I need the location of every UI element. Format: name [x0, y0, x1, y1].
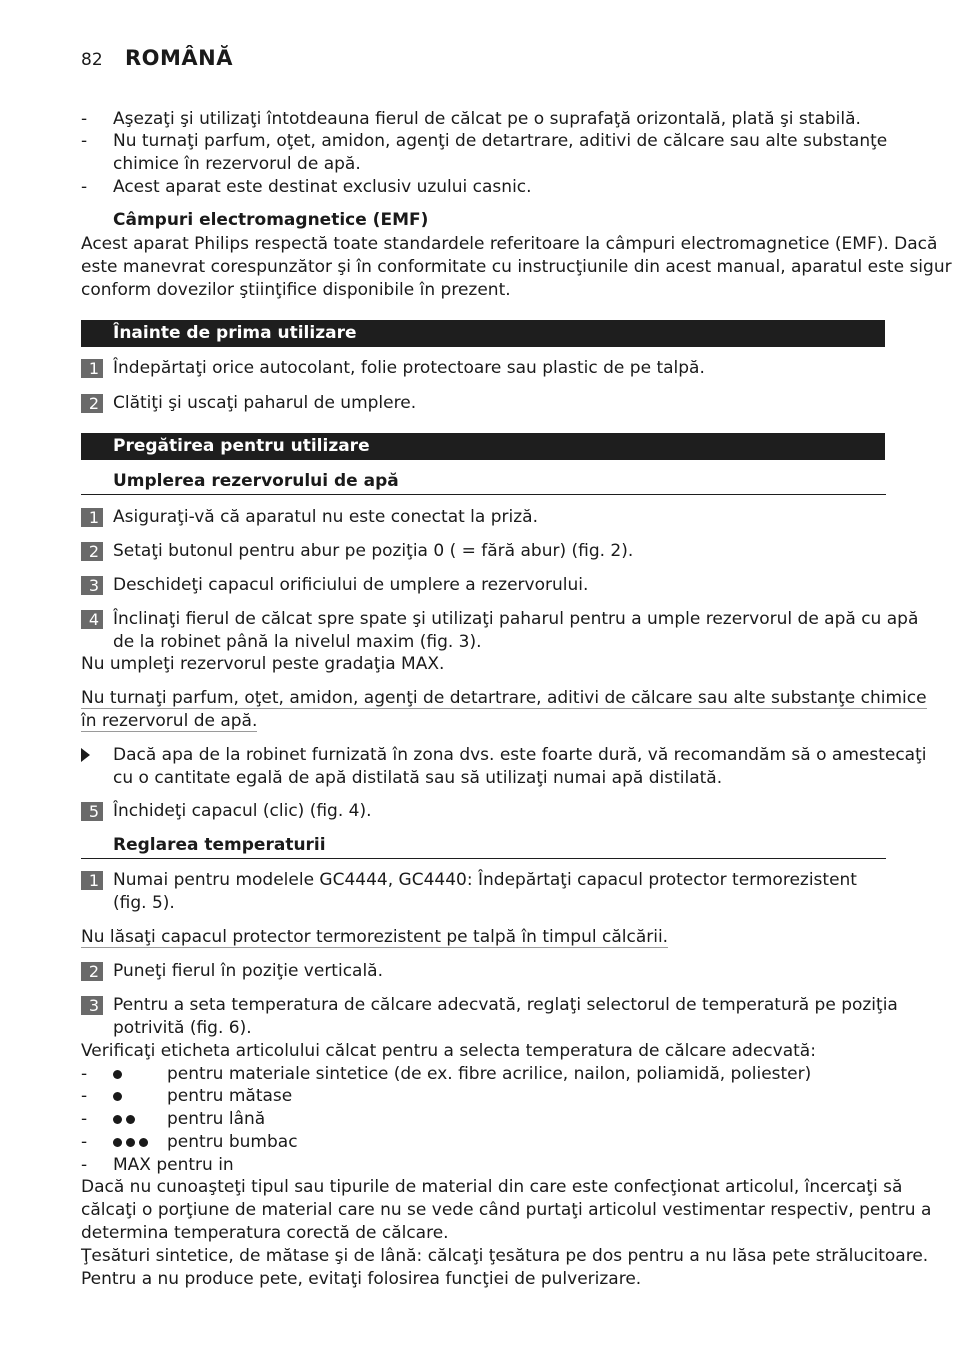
- step-text: Setaţi butonul pentru abur pe poziţia 0 ( = fără abur) (fig. 2).: [113, 541, 634, 561]
- paragraph-line: Dacă nu cunoaşteţi tipul sau tipurile de material din care este confecţionat articolul, încercaţi să: [81, 1177, 903, 1197]
- temperature-label: pentru materiale sintetice (de ex. fibre acrilice, nailon, poliamidă, poliester): [167, 1064, 812, 1084]
- paragraph-line: Ţesături sintetice, de mătase şi de lână: călcaţi ţesătura pe dos pentru a nu lăsa pete strălucitoare.: [81, 1246, 929, 1266]
- page-number: 82: [81, 50, 103, 70]
- list-item-continuation: chimice în rezervorul de apă.: [113, 154, 361, 174]
- step-text-continuation: de la robinet până la nivelul maxim (fig. 3).: [113, 632, 482, 652]
- temperature-label: pentru lână: [167, 1109, 266, 1129]
- max-line-text: MAX pentru in: [113, 1155, 234, 1175]
- warning-text: Nu lăsaţi capacul protector termorezistent pe talpă în timpul călcării.: [81, 927, 669, 947]
- step-number: 3: [81, 996, 103, 1015]
- paragraph-line: călcaţi o porţiune de material care nu se vede când purtaţi articolul vestimentar respectiv, pentru a: [81, 1200, 932, 1220]
- list-item: Aşezaţi şi utilizaţi întotdeauna fierul de călcat pe o suprafaţă orizontală, plată şi stabilă.: [113, 109, 861, 129]
- section-heading-first-use: Înainte de prima utilizare: [81, 320, 885, 347]
- step-text: Îndepărtaţi orice autocolant, folie protectoare sau plastic de pe talpă.: [113, 358, 705, 378]
- step-number: 2: [81, 962, 103, 981]
- dash-marker: -: [81, 177, 88, 197]
- temperature-dots-icon: [113, 1085, 126, 1107]
- step-text: Clătiţi şi uscaţi paharul de umplere.: [113, 393, 417, 413]
- tip-text: Dacă apa de la robinet furnizată în zona dvs. este foarte dură, vă recomandăm să o amestecaţi: [113, 745, 927, 765]
- list-item: Acest aparat este destinat exclusiv uzului casnic.: [113, 177, 532, 197]
- step-number: 2: [81, 394, 103, 413]
- step-text: Înclinaţi fierul de călcat spre spate şi utilizaţi paharul pentru a umple rezervorul de apă cu apă: [113, 609, 919, 629]
- step-text: Asiguraţi-vă că aparatul nu este conectat la priză.: [113, 507, 538, 527]
- dash-marker: -: [81, 1109, 88, 1129]
- language-title: ROMÂNĂ: [125, 46, 233, 70]
- dash-marker: -: [81, 1086, 88, 1106]
- tip-text: cu o cantitate egală de apă distilată sau să utilizaţi numai apă distilată.: [113, 768, 723, 788]
- step-number: 1: [81, 871, 103, 890]
- step-text: Puneţi fierul în poziţie verticală.: [113, 961, 384, 981]
- paragraph-line: Pentru a nu produce pete, evitaţi folosirea funcţiei de pulverizare.: [81, 1269, 642, 1289]
- temperature-dots-icon: [113, 1063, 126, 1085]
- step-text-continuation: potrivită (fig. 6).: [113, 1018, 252, 1038]
- subheading-filling: Umplerea rezervorului de apă: [81, 470, 886, 495]
- dash-marker: -: [81, 1064, 88, 1084]
- warning-text: Nu turnaţi parfum, oţet, amidon, agenţi de detartrare, aditivi de călcare sau alte substanţe chimice: [81, 688, 927, 708]
- list-item: Nu turnaţi parfum, oţet, amidon, agenţi de detartrare, aditivi de călcare sau alte substanţe: [113, 131, 888, 151]
- temperature-label: pentru bumbac: [167, 1132, 298, 1152]
- emf-text-line: conform dovezilor ştiinţifice disponibile în prezent.: [81, 280, 511, 300]
- emf-text-line: este manevrat corespunzător şi în conformitate cu instrucţiunile din acest manual, aparatul este sigur: [81, 257, 952, 277]
- step-text: Închideţi capacul (clic) (fig. 4).: [113, 801, 372, 821]
- section-heading-preparation: Pregătirea pentru utilizare: [81, 433, 885, 460]
- temperature-dots-icon: [113, 1108, 139, 1130]
- step-number: 2: [81, 542, 103, 561]
- tip-marker-icon: [81, 748, 90, 762]
- temperature-dots-icon: [113, 1131, 152, 1153]
- warning-text: în rezervorul de apă.: [81, 711, 258, 731]
- dash-marker: -: [81, 1155, 88, 1175]
- step-number: 1: [81, 508, 103, 527]
- step-text: Deschideţi capacul orificiului de umplere a rezervorului.: [113, 575, 589, 595]
- step-text: Numai pentru modelele GC4444, GC4440: Îndepărtaţi capacul protector termorezistent: [113, 870, 857, 890]
- step-text: Pentru a seta temperatura de călcare adecvată, reglaţi selectorul de temperatură pe poziţia: [113, 995, 898, 1015]
- step-number: 1: [81, 359, 103, 378]
- dash-marker: -: [81, 1132, 88, 1152]
- note-text: Nu umpleţi rezervorul peste gradaţia MAX.: [81, 654, 445, 674]
- step-number: 3: [81, 576, 103, 595]
- check-label-text: Verificaţi eticheta articolului călcat pentru a selecta temperatura de călcare adecvată:: [81, 1041, 816, 1061]
- step-number: 5: [81, 802, 103, 821]
- dash-marker: -: [81, 131, 88, 151]
- step-number: 4: [81, 610, 103, 629]
- dash-marker: -: [81, 109, 88, 129]
- emf-text-line: Acest aparat Philips respectă toate standardele referitoare la câmpuri electromagnetice (EMF). Dacă: [81, 234, 938, 254]
- emf-heading: Câmpuri electromagnetice (EMF): [113, 210, 429, 230]
- temperature-label: pentru mătase: [167, 1086, 293, 1106]
- paragraph-line: determina temperatura corectă de călcare.: [81, 1223, 449, 1243]
- subheading-temperature: Reglarea temperaturii: [81, 834, 886, 859]
- step-text-continuation: (fig. 5).: [113, 893, 175, 913]
